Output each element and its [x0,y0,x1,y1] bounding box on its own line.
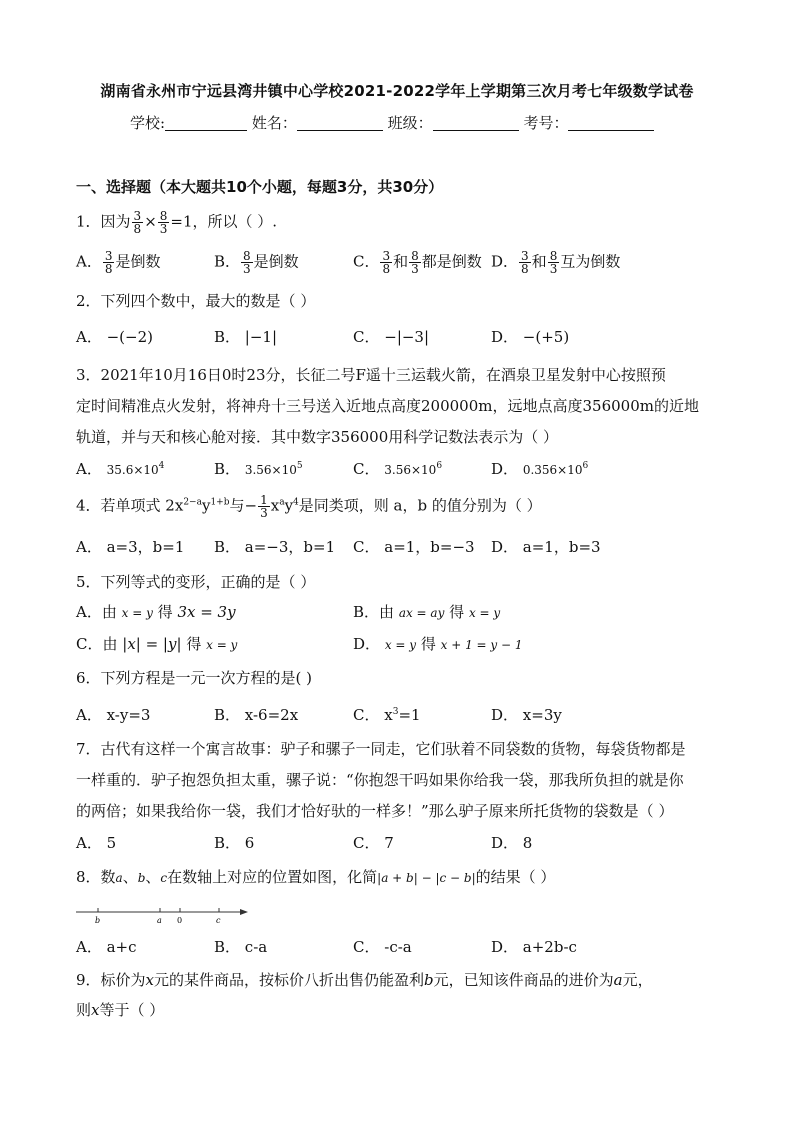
q2-option-b[interactable]: B． |−1| [214,328,278,346]
school-blank[interactable] [165,114,247,131]
q4-option-d[interactable]: D． a=1，b=3 [491,538,601,556]
q3-option-c[interactable]: C． $3.56\times 10^6$ [353,460,443,478]
q5-option-d[interactable]: D． x = y 得 x + 1 = y − 1 [353,635,523,653]
q7-option-d[interactable]: D． 8 [491,834,533,852]
q7-line2: 一样重的．驴子抱怨负担太重，骡子说：“你抱怨干吗如果你给我一袋，那我所负担的就是你 [76,771,684,789]
q1-option-b[interactable]: B． $\frac{8}{3}$ 是倒数 [214,249,299,276]
id-blank[interactable] [568,114,654,131]
q7-line3: 的两倍；如果我给你一袋，我们才恰好驮的一样多！”那么驴子原来所托货物的袋数是（ ） [76,802,674,820]
q8-option-b[interactable]: B． c-a [214,938,268,956]
q8-number-line [76,904,256,926]
school-label: 学校: [130,114,166,132]
q7-option-c[interactable]: C． 7 [353,834,394,852]
q7-option-a[interactable]: A． 5 [76,834,117,852]
id-label: 考号： [523,114,569,132]
number-line-arrow [240,909,248,915]
q2-option-d[interactable]: D． −(+5) [491,328,570,346]
label-0: 0 [177,916,183,925]
q4-option-a[interactable]: A． a=3，b=1 [76,538,185,556]
label-c: c [216,916,221,925]
name-blank[interactable] [297,114,383,131]
q1-suffix: ，所以（ ）. [192,212,278,231]
q8-stem: 8．数a、b、c在数轴上对应的位置如图，化简|a + b| − |c − b|的结果（ ） [76,868,556,886]
q3-option-b[interactable]: B． $3.56\times 10^5$ [214,460,303,478]
q1-times: × [144,212,157,231]
q5-option-c[interactable]: C．由 |x| = |y| 得 x = y [76,635,238,653]
q1-frac1: $\frac{3}{8}$ [133,209,142,236]
q1-option-a[interactable]: A． $\frac{3}{8}$ 是倒数 [76,249,161,276]
q3-option-d[interactable]: D． $0.356\times 10^6$ [491,460,589,478]
name-label: 姓名： [251,114,297,132]
q3-option-a[interactable]: A． $35.6\times 10^4$ [76,460,165,478]
q7-line1: 7．古代有这样一个寓言故事：驴子和骡子一同走，它们驮着不同袋数的货物，每袋货物都是 [76,740,686,758]
q4-stem: 4．若单项式 $2x^{2-a}y^{1+b}$与− $\frac{1}{3}$ $x^ay^4$是同类项，则 a，b 的值分别为（ ） [76,493,542,520]
q6-option-a[interactable]: A． x-y=3 [76,706,151,724]
q5-stem: 5．下列等式的变形，正确的是（ ） [76,573,316,591]
q2-stem: 2．下列四个数中，最大的数是（ ） [76,292,316,310]
q6-option-b[interactable]: B． x-6=2x [214,706,299,724]
q5-option-a[interactable]: A．由 x = y 得 3x = 3y [76,603,236,621]
q3-line2: 定时间精准点火发射，将神舟十三号送入近地点高度200000m，远地点高度356000m的近地 [76,397,699,415]
q1-option-c[interactable]: C． $\frac{3}{8}$ 和 $\frac{8}{3}$ 都是倒数 [353,249,482,276]
class-blank[interactable] [433,114,519,131]
q4-option-b[interactable]: B． a=−3，b=1 [214,538,336,556]
q2-option-a[interactable]: A． −(−2) [76,328,153,346]
q8-option-a[interactable]: A． a+c [76,938,137,956]
exam-info-line [130,112,654,133]
q5-option-b[interactable]: B．由 ax = ay 得 x = y [353,603,501,621]
q9-line2: 则x等于（ ） [76,1001,165,1019]
section-title: 一、选择题（本大题共10个小题，每题3分，共30分） [76,178,444,196]
q6-stem: 6．下列方程是一元一次方程的是( ) [76,669,313,687]
q9-line1: 9．标价为x元的某件商品，按标价八折出售仍能盈利b元，已知该件商品的进价为a元， [76,971,653,989]
q2-option-c[interactable]: C． −|−3| [353,328,430,346]
label-b: b [95,916,101,925]
q1-option-d[interactable]: D． $\frac{3}{8}$ 和 $\frac{8}{3}$ 互为倒数 [491,249,621,276]
q6-option-c[interactable]: C． $x^3=1$ [353,706,421,724]
q4-option-c[interactable]: C． a=1，b=−3 [353,538,475,556]
exam-title: 湖南省永州市宁远县湾井镇中心学校2021-2022学年上学期第三次月考七年级数学试卷 [100,82,694,100]
q1-eq: =1 [170,212,193,231]
q8-option-d[interactable]: D． a+2b-c [491,938,577,956]
q3-line3: 轨道，并与天和核心舱对接．其中数字356000用科学记数法表示为（ ） [76,428,559,446]
q6-option-d[interactable]: D． x=3y [491,706,562,724]
label-a: a [157,916,162,925]
q1-stem [76,210,277,235]
q3-line1: 3．2021年10月16日0时23分，长征二号F遥十三运载火箭，在酒泉卫星发射中心按照预 [76,366,666,384]
q1-prefix: 1．因为 [76,212,131,231]
q7-option-b[interactable]: B． 6 [214,834,255,852]
q8-option-c[interactable]: C． -c-a [353,938,412,956]
q1-frac2: $\frac{8}{3}$ [159,209,168,236]
class-label: 班级： [387,114,433,132]
